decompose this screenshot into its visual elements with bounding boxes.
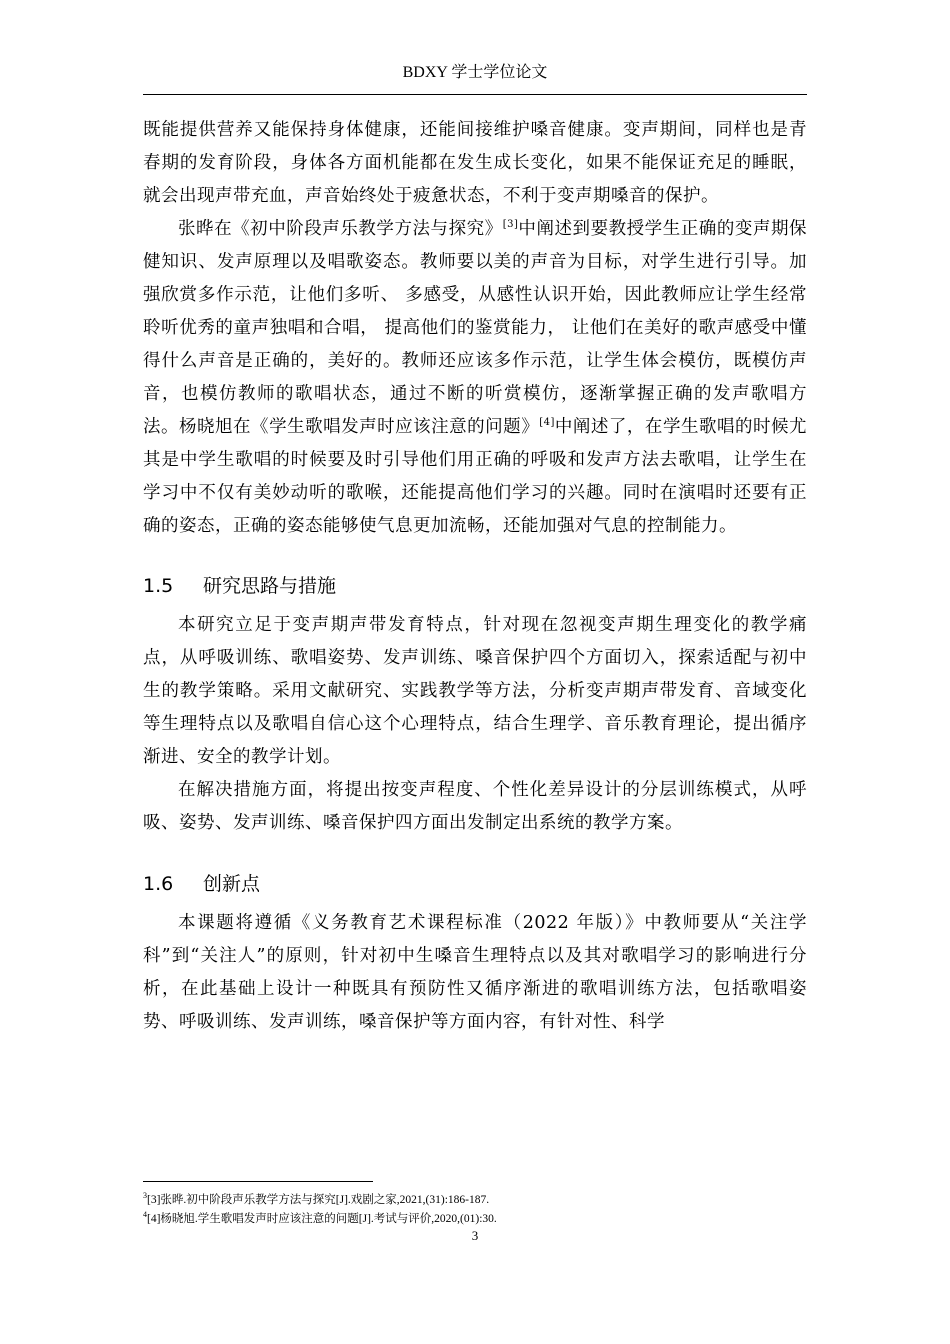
citation-ref-4: [4] bbox=[539, 417, 555, 429]
footnote-rule bbox=[143, 1181, 373, 1182]
section-heading-1-5 bbox=[143, 570, 807, 603]
paragraph-literature bbox=[143, 213, 807, 543]
header-rule bbox=[143, 94, 807, 95]
paragraph-continued: 既能提供营养又能保持身体健康，还能间接维护嗓音健康。变声期间，同样也是青春期的发育阶段，身体各方面机能都在发生成长变化，如果不能保证充足的睡眠，就会出现声带充血，声音始终处于疲惫状态，不利于变声期嗓音的保护。 bbox=[143, 120, 807, 206]
paragraph: 本研究立足于变声期声带发育特点，针对现在忽视变声期生理变化的教学痛点，从呼吸训练、歌唱姿势、发声训练、嗓音保护四个方面切入，探索适配与初中生的教学策略。采用文献研究、实践教学等方法，分析变声期声带发育、音域变化等生理特点以及歌唱自信心这个心理特点，结合生理学、音乐教育理论，提出循序渐进、安全的教学计划。 bbox=[143, 615, 807, 767]
footnote-mark: 3 bbox=[143, 1191, 147, 1201]
section-title: 研究思路与措施 bbox=[203, 575, 337, 597]
footnote-3 bbox=[143, 1191, 807, 1210]
footnote-text: [3]张晔.初中阶段声乐教学方法与探究[J].戏剧之家,2021,(31):186-187. bbox=[147, 1194, 490, 1206]
section-title: 创新点 bbox=[203, 873, 261, 895]
paragraph-text: 中阐述到要教授学生正确的变声期保健知识、发声原理以及唱歌姿态。教师要以美的声音为目标，对学生进行引导。加强欣赏多作示范，让他们多听、 多感受，从感性认识开始，因此教师应让学生经常聆听优秀的童声独唱和合唱， 提高他们的鉴赏能力， 让他们在美好的歌声感受中懂得什么声音是正确的，美好的。教师还应该多作示范，让学生体会模仿，既模仿声音，也模仿教师的歌唱状态，通过不断的听赏模仿，逐渐掌握正确的发声歌唱方法。杨晓旭在《学生歌唱发声时应该注意的问题》 bbox=[143, 219, 807, 437]
paragraph-text: 张晔在《初中阶段声乐教学方法与探究》 bbox=[178, 219, 503, 239]
paragraph: 在解决措施方面，将提出按变声程度、个性化差异设计的分层训练模式，从呼吸、姿势、发声训练、嗓音保护四方面出发制定出系统的教学方案。 bbox=[143, 780, 807, 833]
paragraph-text: 中阐述了，在学生歌唱的时候尤其是中学生歌唱的时候要及时引导他们用正确的呼吸和发声方法去歌唱，让学生在学习中不仅有美妙动听的歌喉，还能提高他们学习的兴趣。同时在演唱时还要有正确的姿态，正确的姿态能够使气息更加流畅，还能加强对气息的控制能力。 bbox=[143, 417, 808, 536]
section-number: 1.6 bbox=[143, 873, 174, 895]
citation-ref-3: [3] bbox=[502, 219, 519, 231]
paragraph: 本课题将遵循《义务教育艺术课程标准（2022 年版）》中教师要从“关注学科”到“关注人”的原则，针对初中生嗓音生理特点以及其对歌唱学习的影响进行分析，在此基础上设计一种既具有预防性又循序渐进的歌唱训练方法，包括歌唱姿势、呼吸训练、发声训练，嗓音保护等方面内容，有针对性、科学 bbox=[143, 913, 807, 1032]
page-body bbox=[143, 114, 807, 1039]
running-header: BDXY 学士学位论文 bbox=[402, 64, 548, 81]
footnote-mark: 4 bbox=[143, 1210, 147, 1220]
footnote-text: [4]杨晓旭.学生歌唱发声时应该注意的问题[J].考试与评价,2020,(01):30. bbox=[147, 1213, 497, 1225]
footnotes bbox=[143, 1191, 807, 1229]
section-heading-1-6 bbox=[143, 868, 807, 901]
section-number: 1.5 bbox=[143, 575, 174, 597]
page-number: 3 bbox=[471, 1228, 479, 1243]
